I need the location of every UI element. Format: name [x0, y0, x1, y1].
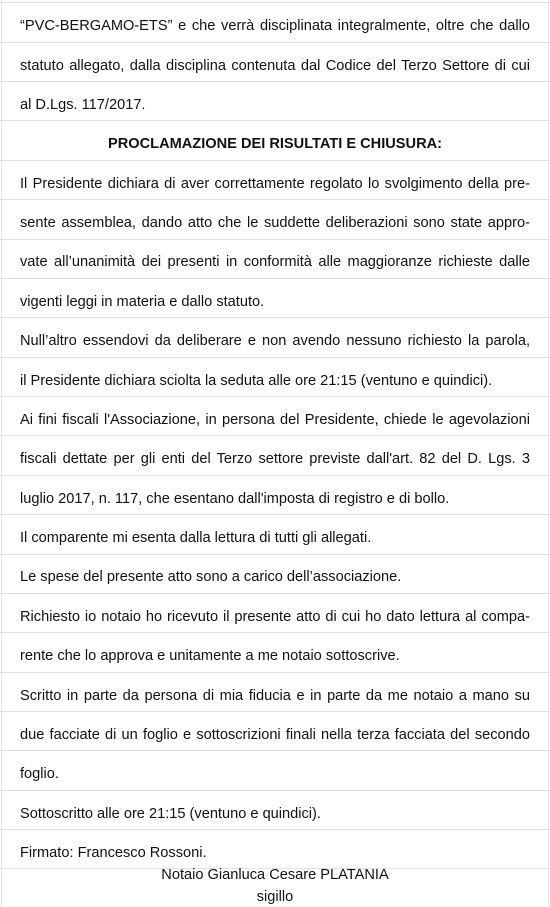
paragraph-line: vigenti leggi in materia e dallo statuto.: [20, 294, 265, 310]
rule-line: [0, 81, 550, 82]
paragraph-line: statuto allegato, dalla disciplina contenuta dal Codice del Terzo Settore di cui: [20, 58, 530, 74]
paragraph-line: rente che lo approva e unitamente a me notaio sottoscrive.: [20, 648, 400, 664]
paragraph-line: Null’altro essendovi da deliberare e non avendo nessuno richiesto la parola,: [20, 333, 530, 349]
rule-line: [0, 514, 550, 515]
rule-line: [0, 593, 550, 594]
signature-line: Firmato: Francesco Rossoni.: [20, 845, 207, 861]
rule-line: [0, 435, 550, 436]
rule-line: [0, 829, 550, 830]
rule-line: [0, 239, 550, 240]
rule-line: [0, 475, 550, 476]
section-heading: PROCLAMAZIONE DEI RISULTATI E CHIUSURA:: [107, 136, 443, 152]
rule-line: [0, 160, 550, 161]
paragraph-line: due facciate di un foglio e sottoscrizioni finali nella terza facciata del secondo: [20, 727, 530, 743]
paragraph-line: fiscali dettate per gli enti del Terzo settore previste dall'art. 82 del D. Lgs. 3: [20, 451, 530, 467]
paragraph-line: il Presidente dichiara sciolta la seduta alle ore 21:15 (ventuno e quindici).: [20, 373, 493, 389]
left-margin-line: [1, 0, 2, 907]
rule-line: [0, 317, 550, 318]
rule-line: [0, 357, 550, 358]
seal-label: sigillo: [256, 889, 294, 905]
rule-line: [0, 120, 550, 121]
rule-line: [0, 711, 550, 712]
paragraph-line: Le spese del presente atto sono a carico dell’associazione.: [20, 569, 402, 585]
rule-line: [0, 2, 550, 3]
paragraph-line: “PVC-BERGAMO-ETS” e che verrà disciplinata integralmente, oltre che dallo: [20, 18, 530, 34]
rule-line: [0, 750, 550, 751]
paragraph-line: luglio 2017, n. 117, che esentano dall'imposta di registro e di bollo.: [20, 491, 450, 507]
rule-line: [0, 42, 550, 43]
paragraph-line: foglio.: [20, 766, 59, 782]
notary-name: Notaio Gianluca Cesare PLATANIA: [161, 867, 389, 883]
paragraph-line: Richiesto io notaio ho ricevuto il presente atto di cui ho dato lettura al compa-: [20, 609, 530, 625]
paragraph-line: Ai fini fiscali l'Associazione, in persona del Presidente, chiede le agevolazioni: [20, 412, 530, 428]
rule-line: [0, 396, 550, 397]
paragraph-line: Sottoscritto alle ore 21:15 (ventuno e quindici).: [20, 806, 321, 822]
paragraph-line: sente assemblea, dando atto che le suddette deliberazioni sono state appro-: [20, 215, 530, 231]
paragraph-line: Il comparente mi esenta dalla lettura di tutti gli allegati.: [20, 530, 372, 546]
paragraph-line: vate all’unanimità dei presenti in conformità alle maggioranze richieste dalle: [20, 254, 530, 270]
rule-line: [0, 278, 550, 279]
paragraph-line: Scritto in parte da persona di mia fiducia e in parte da me notaio a mano su: [20, 688, 530, 704]
paragraph-line: al D.Lgs. 117/2017.: [20, 97, 146, 113]
rule-line: [0, 199, 550, 200]
rule-line: [0, 632, 550, 633]
rule-line: [0, 672, 550, 673]
rule-line: [0, 554, 550, 555]
right-margin-line: [548, 0, 549, 907]
paragraph-line: Il Presidente dichiara di aver correttamente regolato lo svolgimento della pre-: [20, 176, 530, 192]
rule-line: [0, 790, 550, 791]
